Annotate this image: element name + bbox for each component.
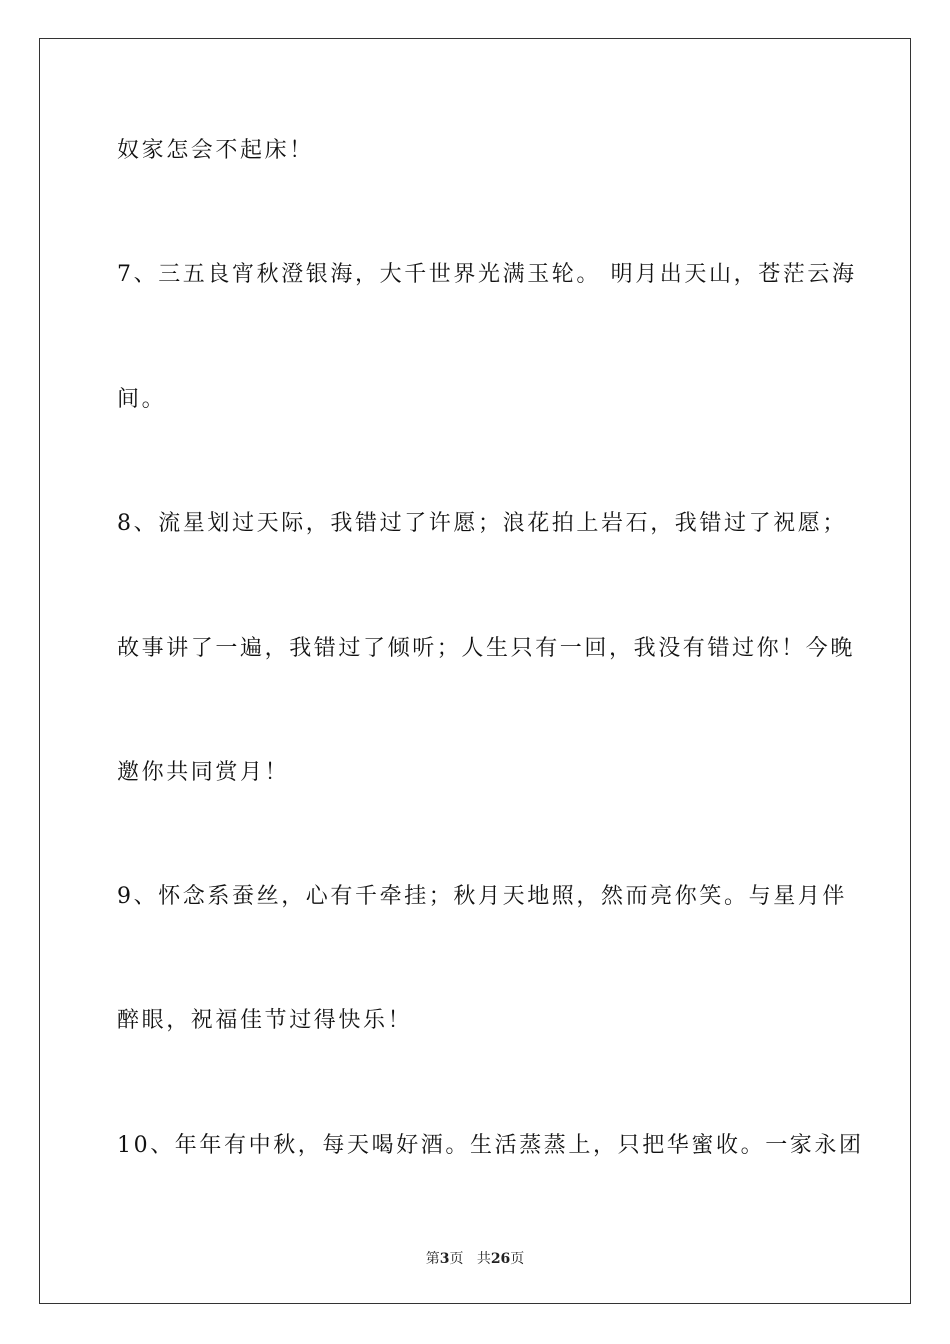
text-line-4: 8、流星划过天际，我错过了许愿；浪花拍上岩石，我错过了祝愿； — [117, 511, 847, 536]
text-line-6: 邀你共同赏月！ — [117, 760, 290, 785]
text-line-7: 9、怀念系蚕丝，心有千牵挂；秋月天地照，然而亮你笑。与星月伴 — [117, 884, 847, 909]
text-line-5: 故事讲了一遍，我错过了倾听；人生只有一回，我没有错过你！今晚 — [117, 636, 856, 661]
footer-total-prefix: 共 — [476, 1251, 491, 1267]
footer-page-number: 3 — [439, 1251, 450, 1267]
text-line-9: 10、年年有中秋，每天喝好酒。生活蒸蒸上，只把华蜜收。一家永团 — [117, 1133, 864, 1158]
page-footer — [0, 1248, 950, 1268]
text-line-2: 7、三五良宵秋澄银海，大千世界光满玉轮。 明月出天山，苍茫云海 — [117, 262, 857, 287]
text-line-8: 醉眼，祝福佳节过得快乐！ — [117, 1008, 413, 1033]
footer-page-suffix: 页 — [449, 1251, 464, 1267]
footer-total-suffix: 页 — [510, 1251, 525, 1267]
footer-page-prefix: 第 — [425, 1251, 440, 1267]
text-line-1: 奴家怎会不起床！ — [117, 138, 314, 163]
text-line-3: 间。 — [117, 387, 167, 412]
footer-total-pages: 26 — [490, 1251, 511, 1267]
page-frame — [39, 38, 911, 1304]
